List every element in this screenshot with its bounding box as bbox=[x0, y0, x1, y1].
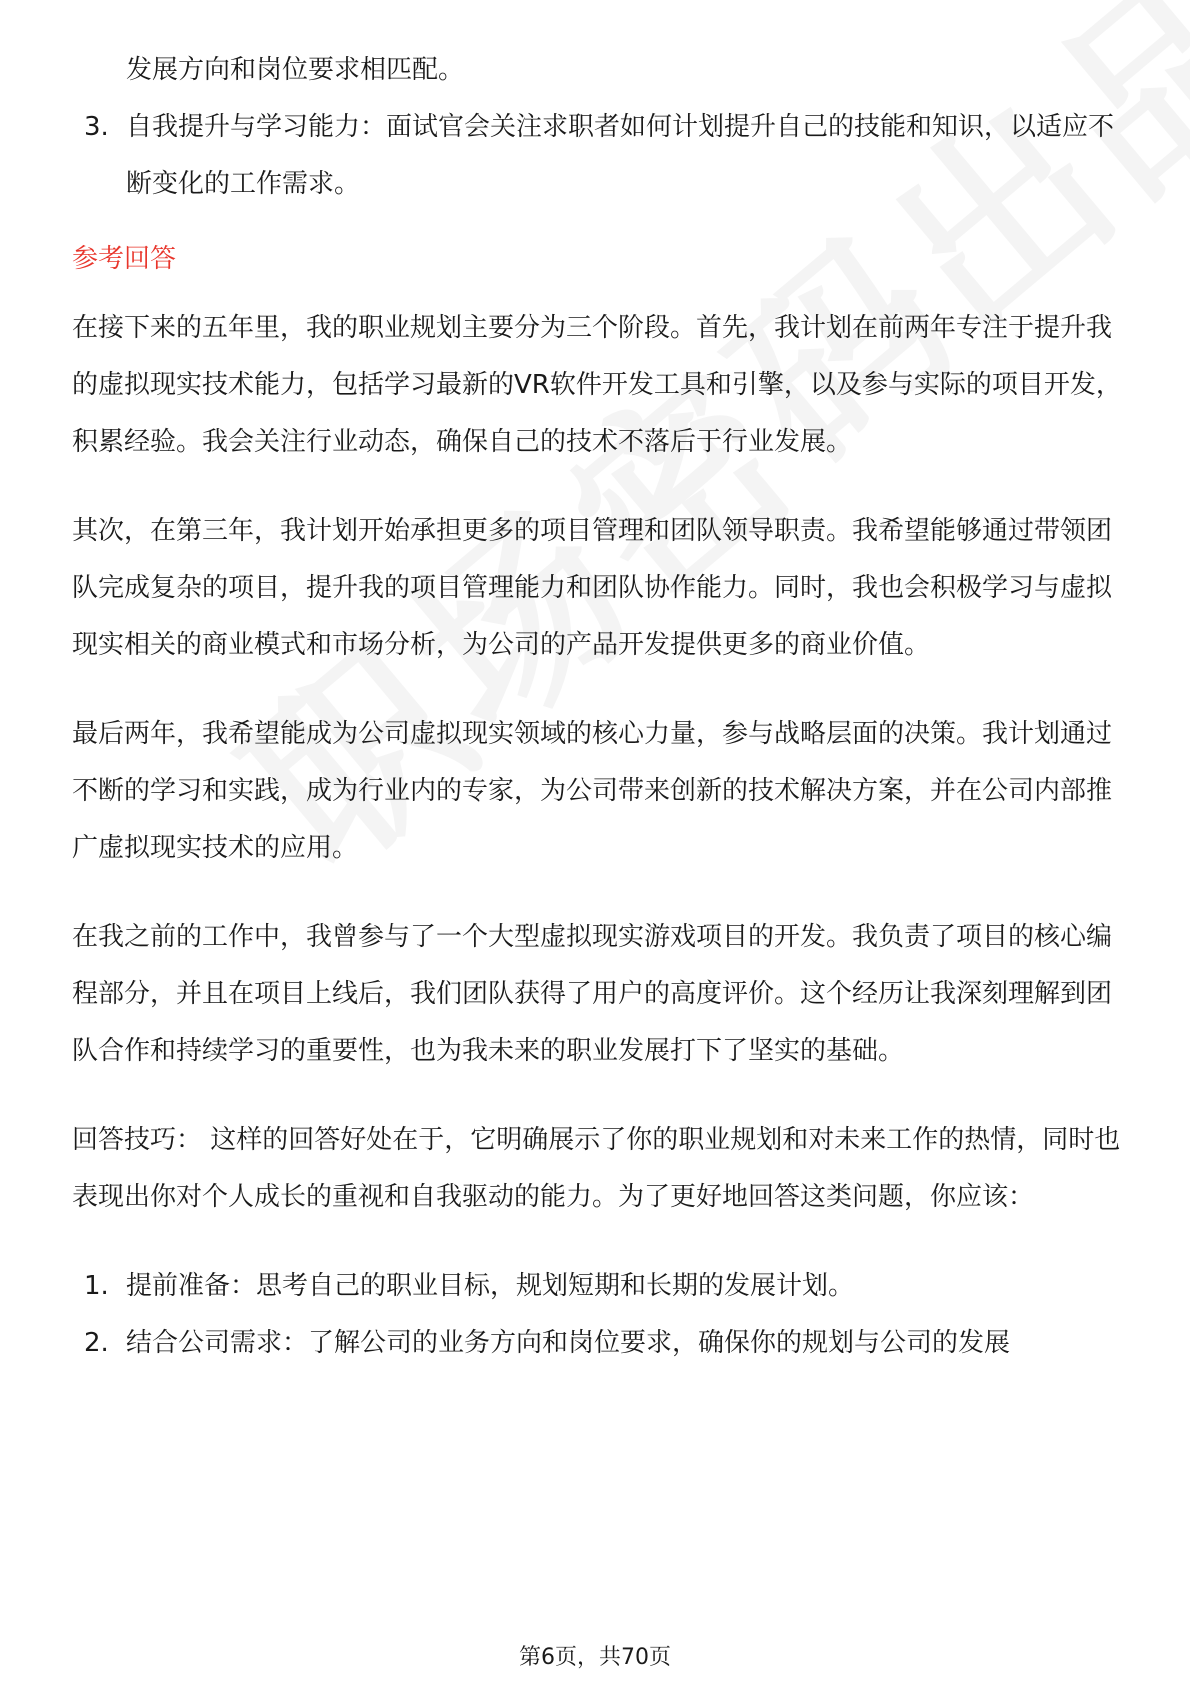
list-text: 结合公司需求：了解公司的业务方向和岗位要求，确保你的规划与公司的发展 bbox=[126, 1328, 1011, 1358]
paragraph: 最后两年，我希望能成为公司虚拟现实领域的核心力量，参与战略层面的决策。我计划通过不断的学习和实践，成为行业内的专家，为公司带来创新的技术解决方案，并在公司内部推广虚拟现实技术的应用。 bbox=[72, 719, 1113, 863]
tips-list bbox=[72, 1258, 1132, 1372]
tips-paragraph: 回答技巧： 这样的回答好处在于，它明确展示了你的职业规划和对未来工作的热情，同时也表现出你对个人成长的重视和自我驱动的能力。为了更好地回答这类问题，你应该： bbox=[72, 1125, 1121, 1212]
list-number: 1. bbox=[84, 1271, 109, 1301]
paragraph: 其次，在第三年，我计划开始承担更多的项目管理和团队领导职责。我希望能够通过带领团队完成复杂的项目，提升我的项目管理能力和团队协作能力。同时，我也会积极学习与虚拟现实相关的商业模式和市场分析，为公司的产品开发提供更多的商业价值。 bbox=[72, 516, 1113, 660]
list-item bbox=[72, 99, 1132, 213]
criteria-list bbox=[72, 99, 1132, 213]
section-heading: 参考回答 bbox=[72, 244, 177, 274]
list-text: 提前准备：思考自己的职业目标，规划短期和长期的发展计划。 bbox=[126, 1271, 855, 1301]
list-continuation: 发展方向和岗位要求相匹配。 bbox=[126, 55, 465, 85]
page-footer: 第6页，共70页 bbox=[519, 1645, 671, 1670]
list-number: 3. bbox=[84, 112, 109, 142]
list-item bbox=[72, 1315, 1132, 1372]
paragraph: 在接下来的五年里，我的职业规划主要分为三个阶段。首先，我计划在前两年专注于提升我的虚拟现实技术能力，包括学习最新的VR软件开发工具和引擎，以及参与实际的项目开发，积累经验。我会关注行业动态，确保自己的技术不落后于行业发展。 bbox=[72, 313, 1122, 457]
paragraph: 在我之前的工作中，我曾参与了一个大型虚拟现实游戏项目的开发。我负责了项目的核心编程部分，并且在项目上线后，我们团队获得了用户的高度评价。这个经历让我深刻理解到团队合作和持续学习的重要性，也为我未来的职业发展打下了坚实的基础。 bbox=[72, 922, 1113, 1066]
list-item bbox=[72, 1258, 1132, 1315]
list-number: 2. bbox=[84, 1328, 109, 1358]
list-text: 自我提升与学习能力：面试官会关注求职者如何计划提升自己的技能和知识，以适应不断变化的工作需求。 bbox=[126, 112, 1115, 199]
page-content bbox=[72, 42, 1132, 1372]
